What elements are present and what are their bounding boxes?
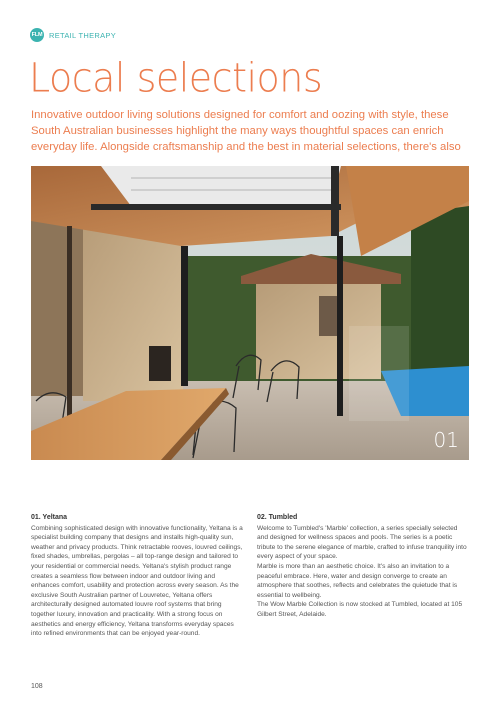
article-paragraph: Welcome to Tumbled's 'Marble' collection, a series specially selected and designed for wellness spaces and pools. The series is a poetic tribute to the serene elegance of marble, crafted to infuse tranquility into every aspect of your space. [257, 524, 467, 561]
page-title: Local selections [29, 54, 323, 102]
section-label: RETAIL THERAPY [49, 30, 116, 40]
feature-photo [31, 166, 469, 460]
section-header [30, 28, 116, 42]
article-paragraph: Combining sophisticated design with innovative functionality, Yeltana is a specialist building company that designs and installs high-quality sun, weather and privacy products. Think retractable rooves, louvred ceilings, fixed shades, umbrellas, pergolas – all top-range design and tailored to your residential or commercial needs. Yeltana's stylish product range creates a seamless flow between indoor and outdoor living and enhances comfort, usability and protection across every season. As the exclusive South Australian partner of Louvretec, Yeltana offers architecturally designed automated louvre roof systems that bring together luxury, innovation and practicality. With a strong focus on aesthetics and energy efficiency, Yeltana transforms everyday spaces into refined environments that can be enjoyed year-round. [31, 524, 243, 638]
article-paragraph: Marble is more than an aesthetic choice. It's also an invitation to a peaceful embrace. Here, water and design converge to create an atmosphere that soothes, reflects and celebrates the quietude that is essential to wellbeing. [257, 562, 458, 599]
article-tumbled [257, 513, 469, 620]
page-number: 108 [31, 683, 43, 690]
article-yeltana [31, 513, 243, 639]
outdoor-pergola-image [31, 166, 469, 460]
photo-number: 01 [433, 428, 459, 452]
magazine-logo-badge: FLM [30, 28, 44, 42]
article-heading: 02. Tumbled [257, 514, 298, 521]
article-heading: 01. Yeltana [31, 514, 68, 521]
article-paragraph: The Wow Marble Collection is now stocked at Tumbled, located at 105 Gilbert Street, Adelaide. [257, 601, 463, 618]
intro-paragraph: Innovative outdoor living solutions designed for comfort and oozing with style, these South Australian businesses highlight the many ways thoughtful spaces can enrich everyday life. Alongside craftsmanship and the best in material selections, there's also [31, 109, 461, 153]
